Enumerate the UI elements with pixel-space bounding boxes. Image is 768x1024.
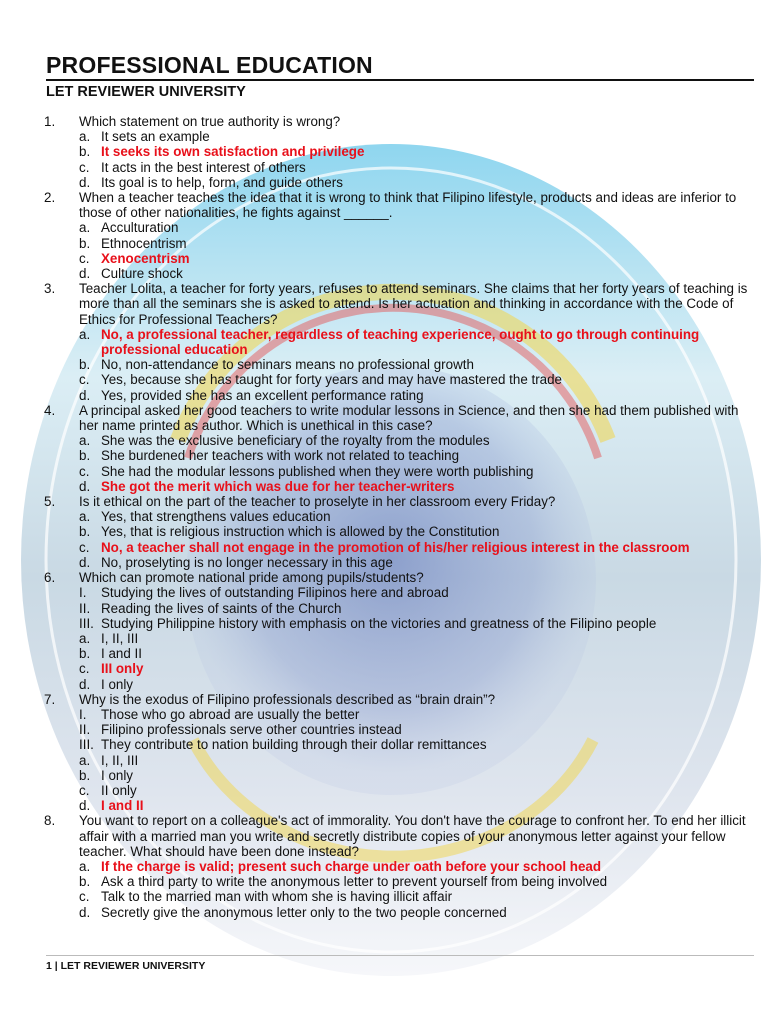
answer-text: I and II bbox=[101, 798, 144, 814]
statement-text: Studying Philippine history with emphasis on the victories and greatness of the Filipino people bbox=[101, 615, 657, 631]
statement-numeral: II. bbox=[79, 722, 91, 738]
option-letter: c. bbox=[79, 372, 90, 388]
option-text: Yes, that strengthens values education bbox=[101, 509, 331, 525]
option-letter: c. bbox=[79, 463, 90, 479]
option-a bbox=[79, 129, 756, 144]
option-letter: b. bbox=[79, 235, 91, 251]
option-letter: c. bbox=[79, 889, 90, 905]
option-d bbox=[79, 388, 756, 403]
option-text: I, II, III bbox=[101, 752, 139, 768]
option-d bbox=[79, 175, 756, 190]
statement-numeral: I. bbox=[79, 585, 87, 601]
option-letter: d. bbox=[79, 266, 91, 282]
option-letter: a. bbox=[79, 752, 91, 768]
answer-text: She got the merit which was due for her teacher-writers bbox=[101, 478, 455, 494]
option-letter: d. bbox=[79, 554, 91, 570]
option-text: Its goal is to help, form, and guide others bbox=[101, 174, 343, 190]
statement-text: Filipino professionals serve other countries instead bbox=[101, 722, 402, 738]
option-text: I, II, III bbox=[101, 630, 139, 646]
question-8 bbox=[44, 813, 756, 919]
option-c-answer bbox=[79, 251, 756, 266]
option-letter: b. bbox=[79, 646, 91, 662]
title-underline bbox=[46, 79, 754, 81]
answer-text: Xenocentrism bbox=[101, 250, 190, 266]
option-text: It sets an example bbox=[101, 129, 210, 145]
option-a bbox=[79, 509, 756, 524]
option-letter: c. bbox=[79, 159, 90, 175]
statement-i bbox=[79, 585, 756, 600]
question-3 bbox=[44, 281, 756, 403]
option-a bbox=[79, 631, 756, 646]
option-letter: b. bbox=[79, 357, 91, 373]
option-letter: a. bbox=[79, 433, 91, 449]
option-b bbox=[79, 768, 756, 783]
question-2 bbox=[44, 190, 756, 281]
question-text: You want to report on a colleague's act of immorality. You don't have the courage to confront her. To end her illicit affair with a married man you write and secretly distribute copies of your anonymous letter against your fellow teacher. What should have been done instead? bbox=[79, 813, 746, 859]
option-letter: a. bbox=[79, 509, 91, 525]
statement-text: They contribute to nation building through their dollar remittances bbox=[101, 737, 487, 753]
option-text: No, non-attendance to seminars means no professional growth bbox=[101, 357, 474, 373]
question-5 bbox=[44, 494, 756, 570]
option-text: I only bbox=[101, 767, 134, 783]
option-a bbox=[79, 433, 756, 448]
option-d bbox=[79, 677, 756, 692]
statement-iii bbox=[79, 737, 756, 752]
option-d bbox=[79, 555, 756, 570]
option-letter: b. bbox=[79, 874, 91, 890]
option-text: It acts in the best interest of others bbox=[101, 159, 306, 175]
option-c bbox=[79, 783, 756, 798]
option-text: Yes, provided she has an excellent performance rating bbox=[101, 387, 424, 403]
statement-i bbox=[79, 707, 756, 722]
page-number: 1 bbox=[46, 960, 52, 972]
option-letter: d. bbox=[79, 174, 91, 190]
option-letter: c. bbox=[79, 661, 90, 677]
question-number: 7. bbox=[44, 691, 56, 707]
option-c bbox=[79, 160, 756, 175]
option-text: II only bbox=[101, 782, 137, 798]
option-letter: a. bbox=[79, 326, 91, 342]
option-b bbox=[79, 448, 756, 463]
option-text: I and II bbox=[101, 646, 142, 662]
option-text: No, proselyting is no longer necessary in this age bbox=[101, 554, 393, 570]
option-a-answer bbox=[79, 327, 756, 357]
question-text: Which statement on true authority is wrong? bbox=[79, 114, 341, 129]
option-b-answer bbox=[79, 144, 756, 159]
option-letter: b. bbox=[79, 767, 91, 783]
option-text: She was the exclusive beneficiary of the royalty from the modules bbox=[101, 433, 490, 449]
option-letter: d. bbox=[79, 676, 91, 692]
option-letter: b. bbox=[79, 448, 91, 464]
statement-iii bbox=[79, 616, 756, 631]
document-header bbox=[46, 52, 754, 100]
question-number: 5. bbox=[44, 494, 56, 510]
statement-ii bbox=[79, 722, 756, 737]
footer-divider bbox=[46, 955, 754, 956]
answer-text: No, a teacher shall not engage in the promotion of his/her religious interest in the classroom bbox=[101, 539, 690, 555]
answer-text: If the charge is valid; present such charge under oath before your school head bbox=[101, 858, 602, 874]
option-letter: c. bbox=[79, 250, 90, 266]
option-c bbox=[79, 889, 756, 904]
question-number: 4. bbox=[44, 402, 56, 418]
footer-label bbox=[46, 960, 754, 972]
option-text: Acculturation bbox=[101, 220, 179, 236]
statement-numeral: I. bbox=[79, 706, 87, 722]
statement-numeral: III. bbox=[79, 615, 94, 631]
question-text: Why is the exodus of Filipino professionals described as “brain drain”? bbox=[79, 691, 496, 707]
option-letter: a. bbox=[79, 630, 91, 646]
question-number: 8. bbox=[44, 813, 56, 829]
question-text: Is it ethical on the part of the teacher to proselyte in her classroom every Friday? bbox=[79, 494, 556, 510]
option-letter: a. bbox=[79, 858, 91, 874]
option-a bbox=[79, 753, 756, 768]
question-text: A principal asked her good teachers to write modular lessons in Science, and then she had them published with her name printed as author. Which is unethical in this case? bbox=[79, 402, 739, 434]
option-c bbox=[79, 372, 756, 387]
option-text: She had the modular lessons published when they were worth publishing bbox=[101, 463, 534, 479]
option-letter: c. bbox=[79, 782, 90, 798]
option-letter: d. bbox=[79, 387, 91, 403]
option-letter: b. bbox=[79, 524, 91, 540]
option-text: Culture shock bbox=[101, 266, 183, 282]
option-text: I only bbox=[101, 676, 134, 692]
option-letter: b. bbox=[79, 144, 91, 160]
question-text: When a teacher teaches the idea that it is wrong to think that Filipino lifestyle, products and ideas are inferior to those of other nationalities, he fights against ______. bbox=[79, 190, 737, 221]
option-b bbox=[79, 874, 756, 889]
answer-text: It seeks its own satisfaction and privilege bbox=[101, 144, 365, 160]
option-letter: d. bbox=[79, 798, 91, 814]
option-a-answer bbox=[79, 859, 756, 874]
option-text: She burdened her teachers with work not related to teaching bbox=[101, 448, 460, 464]
option-d-answer bbox=[79, 798, 756, 813]
option-b bbox=[79, 357, 756, 372]
answer-text: III only bbox=[101, 661, 144, 677]
option-d bbox=[79, 266, 756, 281]
option-d-answer bbox=[79, 479, 756, 494]
option-text: Ask a third party to write the anonymous letter to prevent yourself from being involved bbox=[101, 874, 608, 890]
question-6 bbox=[44, 570, 756, 692]
option-letter: a. bbox=[79, 129, 91, 145]
option-a bbox=[79, 220, 756, 235]
page-subtitle: LET REVIEWER UNIVERSITY bbox=[46, 84, 246, 100]
statement-text: Studying the lives of outstanding Filipinos here and abroad bbox=[101, 585, 449, 601]
option-b bbox=[79, 236, 756, 251]
option-text: Talk to the married man with whom she is having illicit affair bbox=[101, 889, 453, 905]
question-7 bbox=[44, 692, 756, 814]
option-text: Yes, that is religious instruction which is allowed by the Constitution bbox=[101, 524, 500, 540]
option-letter: c. bbox=[79, 539, 90, 555]
statement-ii bbox=[79, 601, 756, 616]
question-number: 6. bbox=[44, 570, 56, 586]
option-letter: d. bbox=[79, 904, 91, 920]
option-text: Ethnocentrism bbox=[101, 235, 187, 251]
statement-numeral: III. bbox=[79, 737, 94, 753]
page-title: PROFESSIONAL EDUCATION bbox=[46, 52, 373, 78]
footer-separator: | bbox=[54, 960, 58, 972]
question-text: Which can promote national pride among pupils/students? bbox=[79, 570, 424, 586]
option-text: Yes, because she has taught for forty years and may have mastered the trade bbox=[101, 372, 563, 388]
question-text: Teacher Lolita, a teacher for forty years, refuses to attend seminars. She claims that her forty years of teaching is more than all the seminars she is asked to attend. Is her actuation and thinking in accordance with the Code of Ethics for Professional Teachers? bbox=[79, 281, 748, 327]
statement-text: Reading the lives of saints of the Church bbox=[101, 600, 342, 616]
question-4 bbox=[44, 403, 756, 494]
page-footer bbox=[46, 955, 754, 972]
question-1 bbox=[44, 114, 756, 190]
answer-text: No, a professional teacher, regardless of teaching experience, ought to go through continuing professional education bbox=[101, 326, 700, 358]
option-c-answer bbox=[79, 661, 756, 676]
question-list bbox=[44, 114, 756, 920]
option-b bbox=[79, 646, 756, 661]
option-c-answer bbox=[79, 540, 756, 555]
option-letter: d. bbox=[79, 478, 91, 494]
question-number: 1. bbox=[44, 114, 56, 129]
option-b bbox=[79, 524, 756, 539]
option-d bbox=[79, 905, 756, 920]
option-letter: a. bbox=[79, 220, 91, 236]
question-number: 3. bbox=[44, 281, 56, 297]
footer-text: LET REVIEWER UNIVERSITY bbox=[60, 960, 206, 972]
statement-numeral: II. bbox=[79, 600, 91, 616]
statement-text: Those who go abroad are usually the better bbox=[101, 706, 360, 722]
option-text: Secretly give the anonymous letter only to the two people concerned bbox=[101, 904, 507, 920]
option-c bbox=[79, 464, 756, 479]
question-number: 2. bbox=[44, 190, 56, 206]
